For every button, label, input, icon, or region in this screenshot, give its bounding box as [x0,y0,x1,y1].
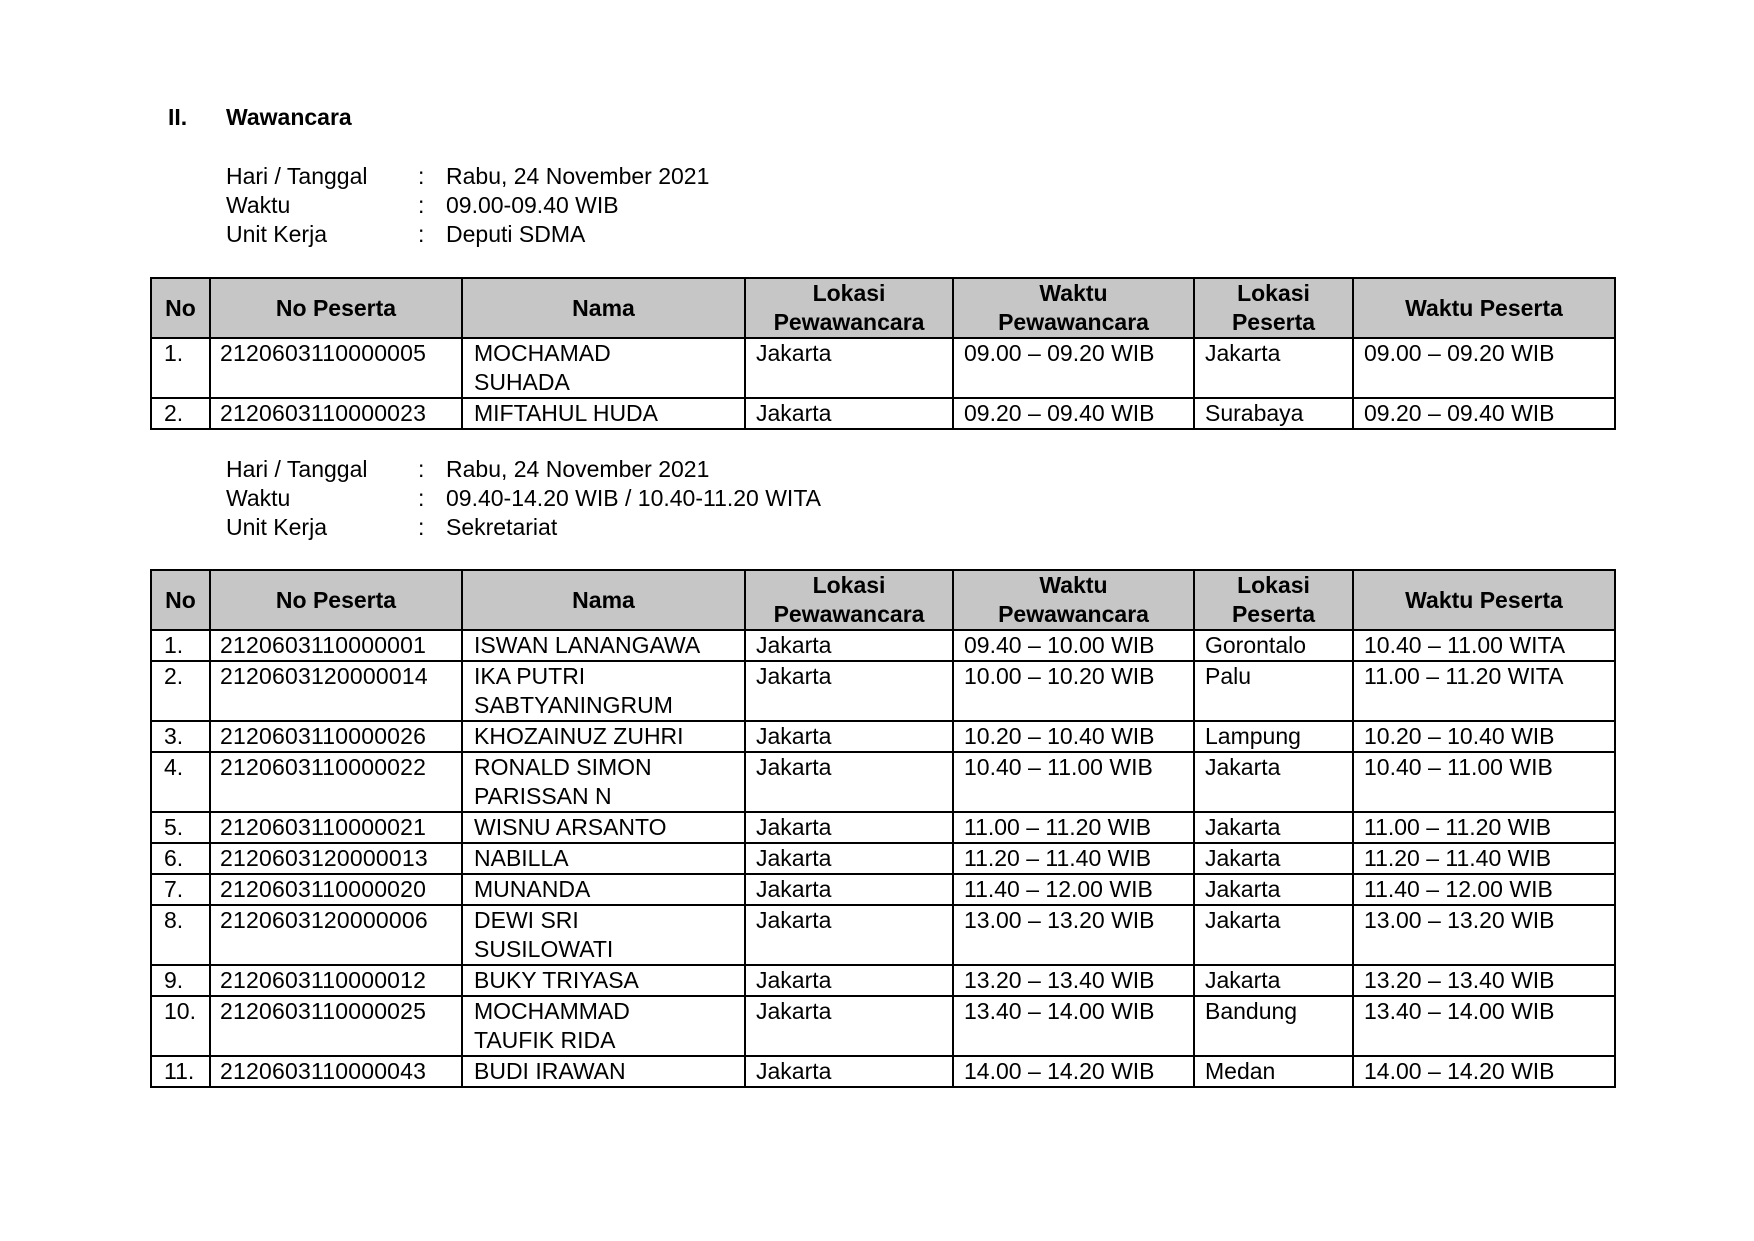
cell-waktu-pewawancara: 13.00 – 13.20 WIB [953,905,1194,965]
info-label: Waktu [226,485,291,511]
column-header-no-peserta: No Peserta [210,278,462,338]
column-header-waktu-pewawancara [953,278,1194,338]
name-line: BUKY TRIYASA [474,967,639,993]
cell-waktu-pewawancara: 10.00 – 10.20 WIB [953,661,1194,721]
info-value: Sekretariat [446,514,558,540]
cell-lokasi-peserta: Medan [1194,1056,1353,1087]
name-line: RONALD SIMON [474,754,652,780]
table-row [151,752,1615,812]
cell-lokasi-pewawancara: Jakarta [745,965,953,996]
cell-lokasi-peserta: Jakarta [1194,874,1353,905]
column-header-line: Pewawancara [998,309,1149,335]
cell-nama [462,965,745,996]
name-line: KHOZAINUZ ZUHRI [474,723,684,749]
info-colon: : [418,514,425,540]
cell-no: 9. [151,965,210,996]
cell-no: 11. [151,1056,210,1087]
column-header-line: Peserta [1231,601,1316,627]
cell-waktu-peserta: 10.40 – 11.00 WITA [1353,630,1615,661]
column-header-lokasi-pewawancara [745,570,953,630]
cell-nama [462,905,745,965]
name-line: SUHADA [474,369,570,395]
cell-waktu-peserta: 11.40 – 12.00 WIB [1353,874,1615,905]
cell-no: 8. [151,905,210,965]
cell-lokasi-pewawancara: Jakarta [745,1056,953,1087]
cell-nama [462,398,745,429]
info-colon: : [418,485,425,511]
info-row [226,162,709,191]
column-header-line: Pewawancara [998,601,1149,627]
cell-no-peserta: 2120603110000025 [210,996,462,1056]
info-label: Hari / Tanggal [226,456,368,482]
table-row [151,905,1615,965]
cell-waktu-pewawancara: 11.40 – 12.00 WIB [953,874,1194,905]
schedule-table-1 [150,277,1616,430]
cell-waktu-pewawancara: 10.20 – 10.40 WIB [953,721,1194,752]
table-row [151,1056,1615,1087]
table-row [151,996,1615,1056]
cell-nama [462,996,745,1056]
cell-lokasi-pewawancara: Jakarta [745,398,953,429]
table-header-row [151,278,1615,338]
info-label: Waktu [226,192,291,218]
schedule-info-1 [226,162,709,249]
cell-lokasi-pewawancara: Jakarta [745,843,953,874]
info-label: Unit Kerja [226,221,327,247]
info-row [226,513,821,542]
column-header-waktu-pewawancara [953,570,1194,630]
cell-lokasi-peserta: Jakarta [1194,812,1353,843]
cell-lokasi-peserta: Lampung [1194,721,1353,752]
info-row [226,191,709,220]
cell-lokasi-pewawancara: Jakarta [745,874,953,905]
cell-no: 2. [151,398,210,429]
cell-no: 7. [151,874,210,905]
name-line: MOCHAMAD [474,340,611,366]
cell-no: 6. [151,843,210,874]
column-header-line: Lokasi [812,280,886,306]
cell-lokasi-pewawancara: Jakarta [745,338,953,398]
table-row [151,398,1615,429]
info-colon: : [418,192,425,218]
info-row [226,455,821,484]
cell-waktu-pewawancara: 09.20 – 09.40 WIB [953,398,1194,429]
schedule-table-2 [150,569,1616,1088]
table-row [151,661,1615,721]
info-row [226,484,821,513]
column-header-line: Lokasi [812,572,886,598]
table-row [151,874,1615,905]
name-line: MOCHAMMAD [474,998,630,1024]
cell-lokasi-peserta: Jakarta [1194,905,1353,965]
name-line: PARISSAN N [474,783,612,809]
column-header-lokasi-pewawancara [745,278,953,338]
name-line: WISNU ARSANTO [474,814,667,840]
table-header-row [151,570,1615,630]
info-colon: : [418,456,425,482]
cell-waktu-peserta: 09.20 – 09.40 WIB [1353,398,1615,429]
column-header-line: Waktu [1039,280,1108,306]
cell-nama [462,721,745,752]
name-line: SABTYANINGRUM [474,692,673,718]
column-header-nama: Nama [462,570,745,630]
cell-lokasi-peserta: Jakarta [1194,752,1353,812]
cell-nama [462,752,745,812]
cell-no: 10. [151,996,210,1056]
table-row [151,843,1615,874]
info-value: 09.40-14.20 WIB / 10.40-11.20 WITA [446,485,822,511]
cell-lokasi-peserta: Jakarta [1194,843,1353,874]
cell-lokasi-pewawancara: Jakarta [745,721,953,752]
cell-no-peserta: 2120603110000005 [210,338,462,398]
cell-no: 2. [151,661,210,721]
cell-waktu-peserta: 13.40 – 14.00 WIB [1353,996,1615,1056]
name-line: TAUFIK RIDA [474,1027,616,1053]
info-label: Hari / Tanggal [226,163,368,189]
cell-waktu-peserta: 13.20 – 13.40 WIB [1353,965,1615,996]
cell-lokasi-pewawancara: Jakarta [745,996,953,1056]
cell-no: 3. [151,721,210,752]
cell-waktu-pewawancara: 09.00 – 09.20 WIB [953,338,1194,398]
cell-waktu-peserta: 11.00 – 11.20 WITA [1353,661,1615,721]
column-header-line: Pewawancara [773,309,925,335]
cell-no-peserta: 2120603110000026 [210,721,462,752]
cell-no-peserta: 2120603110000001 [210,630,462,661]
cell-nama [462,630,745,661]
table-row [151,812,1615,843]
column-header-line: Lokasi [1237,572,1310,598]
column-header-nama: Nama [462,278,745,338]
column-header-line: Lokasi [1237,280,1310,306]
column-header-lokasi-peserta [1194,570,1353,630]
cell-lokasi-peserta: Gorontalo [1194,630,1353,661]
column-header-lokasi-peserta [1194,278,1353,338]
schedule-info-2 [226,455,821,542]
cell-no-peserta: 2120603120000006 [210,905,462,965]
cell-lokasi-peserta: Palu [1194,661,1353,721]
info-value: Rabu, 24 November 2021 [446,456,710,482]
cell-waktu-peserta: 11.20 – 11.40 WIB [1353,843,1615,874]
column-header-no-peserta: No Peserta [210,570,462,630]
column-header-line: Pewawancara [773,601,925,627]
cell-lokasi-pewawancara: Jakarta [745,752,953,812]
column-header-no: No [151,570,210,630]
info-value: Rabu, 24 November 2021 [446,163,710,189]
cell-waktu-peserta: 13.00 – 13.20 WIB [1353,905,1615,965]
cell-lokasi-pewawancara: Jakarta [745,630,953,661]
name-line: BUDI IRAWAN [474,1058,626,1084]
cell-nama [462,874,745,905]
cell-waktu-peserta: 10.20 – 10.40 WIB [1353,721,1615,752]
cell-no: 1. [151,630,210,661]
cell-nama [462,812,745,843]
name-line: MIFTAHUL HUDA [474,400,658,426]
cell-nama [462,1056,745,1087]
name-line: SUSILOWATI [474,936,614,962]
cell-lokasi-peserta: Bandung [1194,996,1353,1056]
cell-waktu-peserta: 09.00 – 09.20 WIB [1353,338,1615,398]
table-row [151,338,1615,398]
cell-lokasi-peserta: Surabaya [1194,398,1353,429]
cell-no: 4. [151,752,210,812]
cell-waktu-pewawancara: 09.40 – 10.00 WIB [953,630,1194,661]
cell-lokasi-peserta: Jakarta [1194,338,1353,398]
cell-no-peserta: 2120603110000022 [210,752,462,812]
name-line: IKA PUTRI [474,663,586,689]
info-colon: : [418,163,425,189]
name-line: DEWI SRI [474,907,579,933]
cell-nama [462,843,745,874]
cell-nama [462,661,745,721]
table-row [151,721,1615,752]
cell-no-peserta: 2120603110000020 [210,874,462,905]
cell-no-peserta: 2120603110000023 [210,398,462,429]
cell-waktu-peserta: 11.00 – 11.20 WIB [1353,812,1615,843]
cell-lokasi-pewawancara: Jakarta [745,905,953,965]
column-header-line: Peserta [1231,309,1316,335]
name-line: ISWAN LANANGAWA [474,632,701,658]
table-row [151,965,1615,996]
cell-waktu-peserta: 10.40 – 11.00 WIB [1353,752,1615,812]
cell-lokasi-pewawancara: Jakarta [745,812,953,843]
info-value: 09.00-09.40 WIB [446,192,619,218]
info-colon: : [418,221,425,247]
cell-waktu-peserta: 14.00 – 14.20 WIB [1353,1056,1615,1087]
cell-nama [462,338,745,398]
info-value: Deputi SDMA [446,221,586,247]
column-header-waktu-peserta: Waktu Peserta [1353,278,1615,338]
cell-no-peserta: 2120603110000012 [210,965,462,996]
cell-no: 5. [151,812,210,843]
cell-waktu-pewawancara: 13.20 – 13.40 WIB [953,965,1194,996]
name-line: MUNANDA [474,876,591,902]
cell-lokasi-peserta: Jakarta [1194,965,1353,996]
cell-waktu-pewawancara: 10.40 – 11.00 WIB [953,752,1194,812]
section-number: II. [168,104,188,130]
cell-no: 1. [151,338,210,398]
section-title: Wawancara [226,104,352,130]
cell-no-peserta: 2120603110000043 [210,1056,462,1087]
cell-waktu-pewawancara: 14.00 – 14.20 WIB [953,1056,1194,1087]
cell-no-peserta: 2120603120000014 [210,661,462,721]
cell-waktu-pewawancara: 13.40 – 14.00 WIB [953,996,1194,1056]
table-row [151,630,1615,661]
name-line: NABILLA [474,845,569,871]
column-header-line: Waktu [1039,572,1108,598]
cell-no-peserta: 2120603120000013 [210,843,462,874]
info-row [226,220,709,249]
cell-lokasi-pewawancara: Jakarta [745,661,953,721]
column-header-no: No [151,278,210,338]
cell-waktu-pewawancara: 11.00 – 11.20 WIB [953,812,1194,843]
cell-no-peserta: 2120603110000021 [210,812,462,843]
info-label: Unit Kerja [226,514,327,540]
column-header-waktu-peserta: Waktu Peserta [1353,570,1615,630]
cell-waktu-pewawancara: 11.20 – 11.40 WIB [953,843,1194,874]
